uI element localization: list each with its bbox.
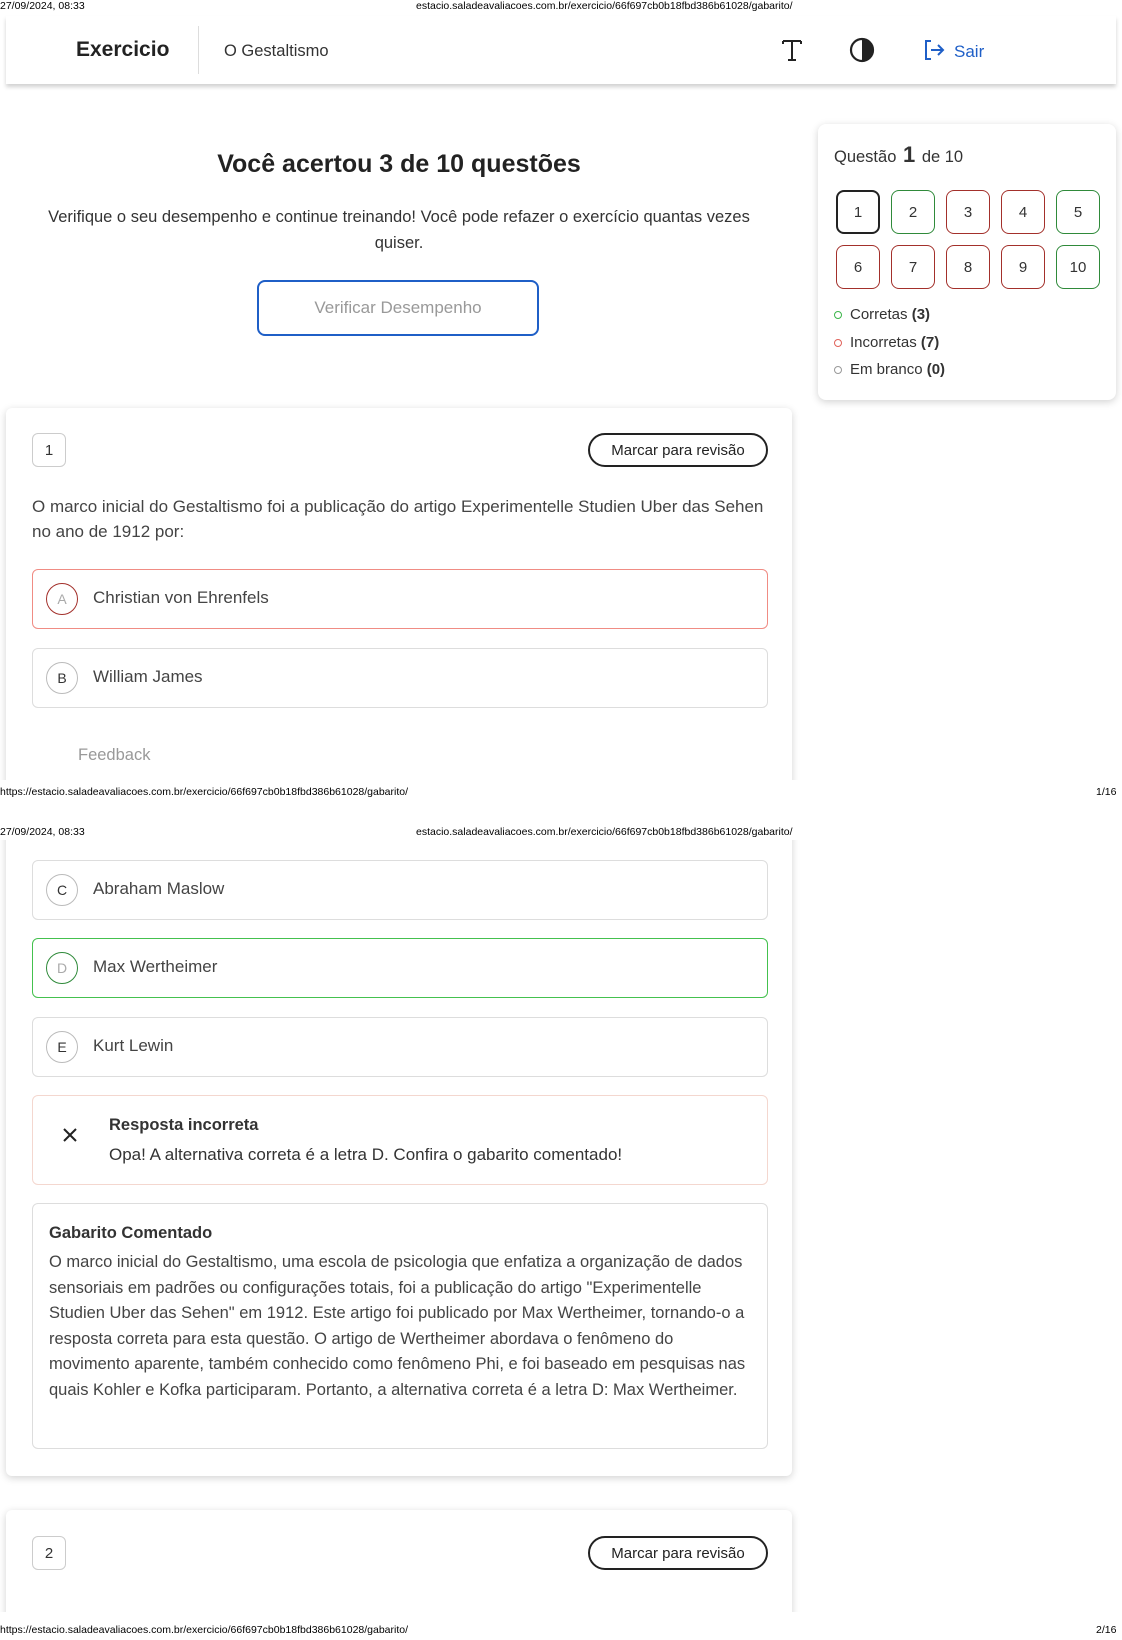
print-page-number: 1/16 xyxy=(1096,786,1117,798)
feedback-label: Feedback xyxy=(78,746,151,764)
answer-result-box xyxy=(32,1095,768,1185)
nav-current-question: 1 xyxy=(902,142,916,167)
gabarito-title: Gabarito Comentado xyxy=(49,1224,213,1242)
print-datetime: 27/09/2024, 08:33 xyxy=(0,0,85,12)
legend-blank-label: Em branco xyxy=(850,361,923,378)
gabarito-comentado-box xyxy=(32,1203,768,1449)
question-text: O marco inicial do Gestaltismo foi a publicação do artigo Experimentelle Studien Uber das Sehen no ano de 1912 por: xyxy=(32,497,764,541)
legend-correct-label: Corretas xyxy=(850,306,908,323)
question-nav-panel xyxy=(818,124,1116,400)
result-status-title: Resposta incorreta xyxy=(109,1116,259,1134)
print-page-number: 2/16 xyxy=(1096,1624,1117,1636)
nav-label-prefix: Questão xyxy=(834,148,897,166)
question-card-1 xyxy=(6,408,792,1476)
nav-label-suffix: de 10 xyxy=(921,148,964,166)
question-nav-button-7[interactable]: 7 xyxy=(891,245,935,289)
question-nav-button-10[interactable]: 10 xyxy=(1056,245,1100,289)
print-datetime: 27/09/2024, 08:33 xyxy=(0,826,85,838)
result-title: Você acertou 3 de 10 questões xyxy=(217,150,581,178)
legend-blank xyxy=(834,361,945,378)
legend-incorrect-label: Incorretas xyxy=(850,334,917,351)
logout-icon[interactable] xyxy=(918,34,950,66)
close-icon xyxy=(61,1126,79,1149)
page-footer xyxy=(0,1612,1122,1640)
option-letter: D xyxy=(46,952,78,984)
option-text: Max Wertheimer xyxy=(93,957,218,976)
option-a[interactable] xyxy=(32,569,768,629)
top-bar xyxy=(6,16,1116,84)
print-url-footer: https://estacio.saladeavaliacoes.com.br/exercicio/66f697cb0b18fbd386b61028/gabarito/ xyxy=(0,786,409,798)
incorrect-dot-icon xyxy=(834,339,842,347)
mark-for-review-button[interactable]: Marcar para revisão xyxy=(588,1536,768,1570)
question-nav-button-1[interactable]: 1 xyxy=(836,190,880,234)
option-text: Christian von Ehrenfels xyxy=(93,588,269,607)
legend-incorrect xyxy=(834,334,939,351)
font-size-icon[interactable] xyxy=(776,34,808,66)
option-text: Abraham Maslow xyxy=(93,879,225,898)
legend-correct xyxy=(834,306,930,323)
option-c[interactable] xyxy=(32,860,768,920)
question-number: 1 xyxy=(32,433,66,467)
option-text: Kurt Lewin xyxy=(93,1036,174,1055)
option-d[interactable] xyxy=(32,938,768,998)
contrast-icon[interactable] xyxy=(846,34,878,66)
question-number: 2 xyxy=(32,1536,66,1570)
logout-button[interactable]: Sair xyxy=(954,42,985,61)
correct-dot-icon xyxy=(834,311,842,319)
option-letter: A xyxy=(46,583,78,615)
nav-title xyxy=(834,142,963,168)
mark-for-review-button[interactable]: Marcar para revisão xyxy=(588,433,768,467)
page-break xyxy=(0,780,1122,840)
print-url-footer: https://estacio.saladeavaliacoes.com.br/exercicio/66f697cb0b18fbd386b61028/gabarito/ xyxy=(0,1624,409,1636)
gabarito-text: O marco inicial do Gestaltismo, uma escola de psicologia que enfatiza a organização de dados sensoriais em padrões ou configurações totais, foi a publicação do artigo "Experimentelle Studien Uber das Sehen" em 1912. Este artigo foi publicado por Max Wertheimer, tornando-o a resposta correta para esta questão. O artigo de Wertheimer abordava o fenômeno do movimento aparente, também conhecido como fenômeno Phi, e foi baseado em pesquisas nas quais Kohler e Kofka participaram. Portanto, a alternativa correta é a letra D: Max Wertheimer. xyxy=(49,1253,746,1399)
question-nav-button-2[interactable]: 2 xyxy=(891,190,935,234)
option-letter: E xyxy=(46,1031,78,1063)
option-letter: B xyxy=(46,662,78,694)
question-nav-button-6[interactable]: 6 xyxy=(836,245,880,289)
header-divider xyxy=(198,26,199,74)
print-url-header: estacio.saladeavaliacoes.com.br/exercicio/66f697cb0b18fbd386b61028/gabarito/ xyxy=(416,0,793,12)
option-b[interactable] xyxy=(32,648,768,708)
option-text: William James xyxy=(93,667,203,686)
question-nav-button-5[interactable]: 5 xyxy=(1056,190,1100,234)
option-e[interactable] xyxy=(32,1017,768,1077)
question-nav-button-9[interactable]: 9 xyxy=(1001,245,1045,289)
question-nav-button-4[interactable]: 4 xyxy=(1001,190,1045,234)
result-subtitle: Verifique o seu desempenho e continue treinando! Você pode refazer o exercício quantas vezes quiser. xyxy=(48,208,750,252)
legend-blank-count: (0) xyxy=(926,361,946,378)
result-status-text: Opa! A alternativa correta é a letra D. Confira o gabarito comentado! xyxy=(109,1145,623,1164)
option-letter: C xyxy=(46,874,78,906)
exercise-subject: O Gestaltismo xyxy=(224,42,329,60)
legend-incorrect-count: (7) xyxy=(920,334,940,351)
verify-performance-button[interactable]: Verificar Desempenho xyxy=(257,280,539,336)
print-url-header: estacio.saladeavaliacoes.com.br/exercicio/66f697cb0b18fbd386b61028/gabarito/ xyxy=(416,826,793,838)
brand-title: Exercicio xyxy=(76,38,170,61)
blank-dot-icon xyxy=(834,366,842,374)
question-nav-button-3[interactable]: 3 xyxy=(946,190,990,234)
legend-correct-count: (3) xyxy=(911,306,931,323)
question-nav-button-8[interactable]: 8 xyxy=(946,245,990,289)
